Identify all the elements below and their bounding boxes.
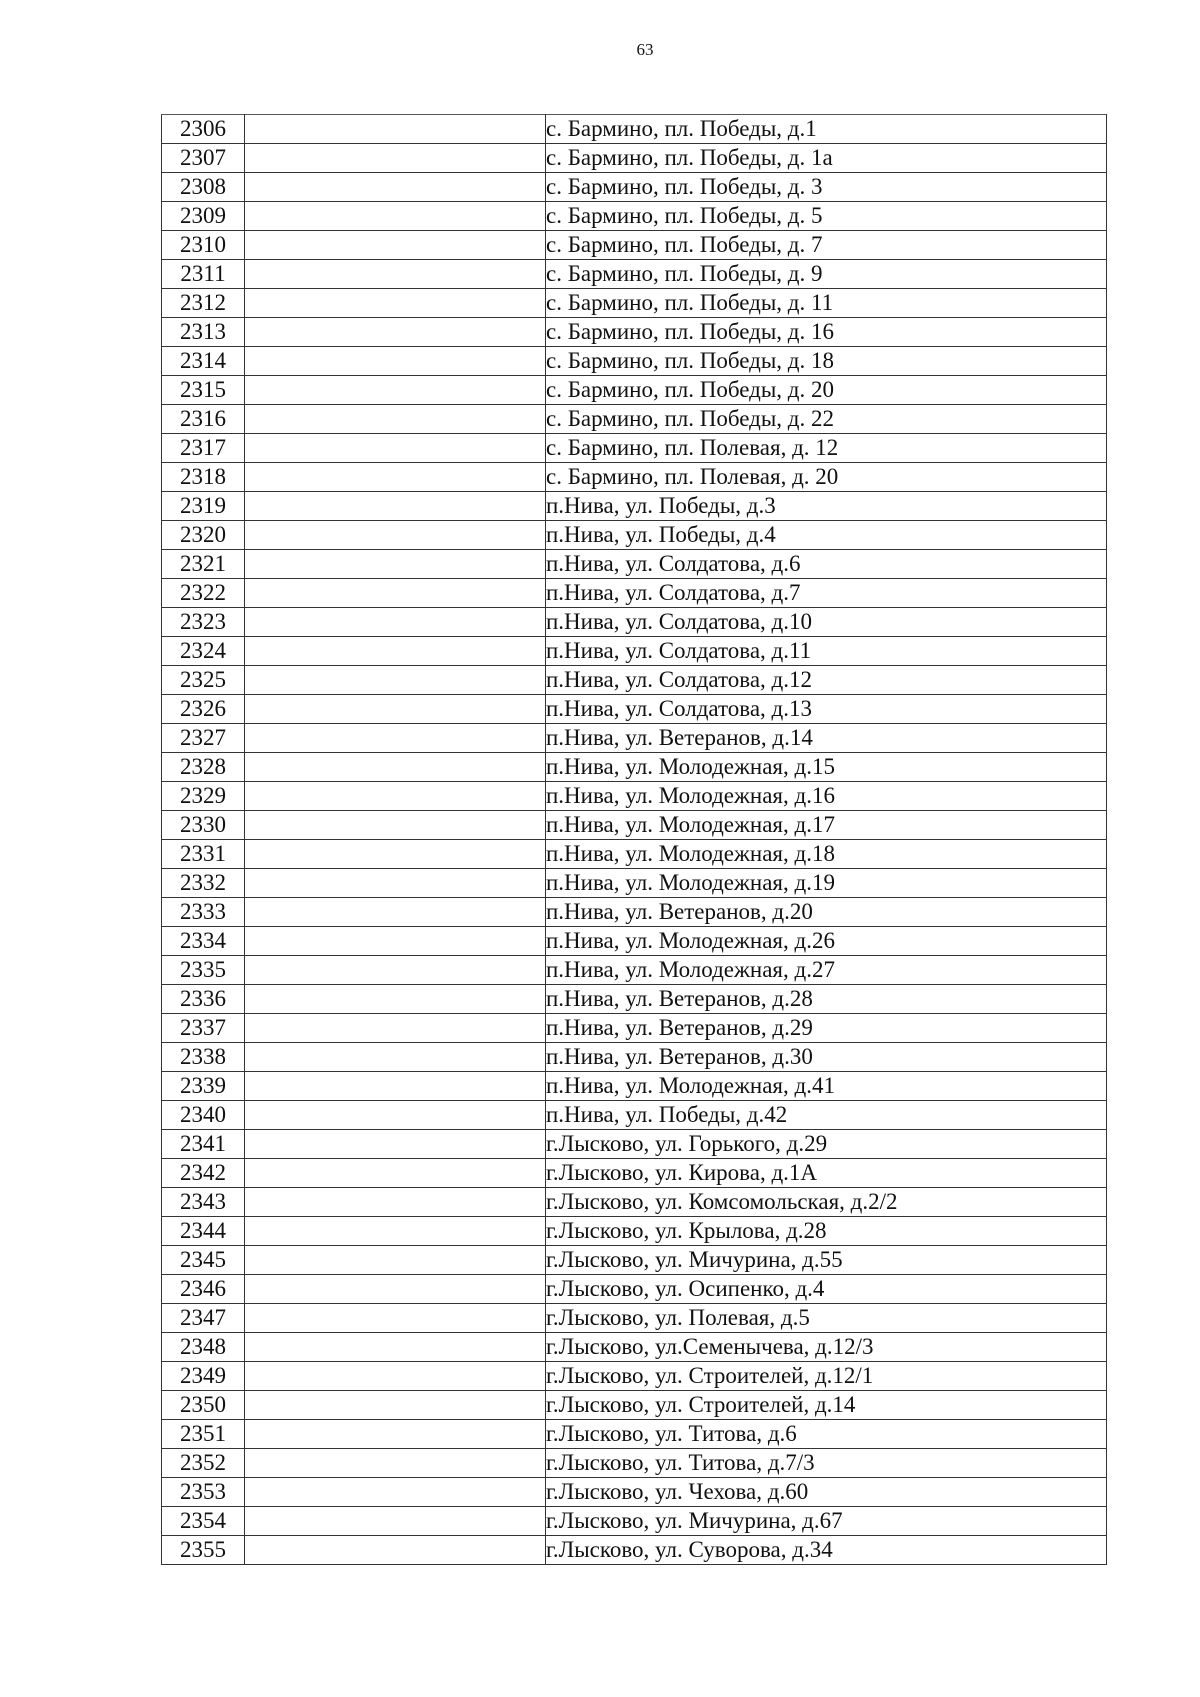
row-number-cell: 2331: [162, 840, 245, 869]
table-row: [162, 811, 1107, 840]
row-number-cell: 2348: [162, 1333, 245, 1362]
name-cell: [245, 840, 546, 869]
table-row: [162, 1507, 1107, 1536]
address-cell: п.Нива, ул. Ветеранов, д.14: [546, 724, 1107, 753]
row-number-cell: 2338: [162, 1043, 245, 1072]
table-row: [162, 1449, 1107, 1478]
name-cell: [245, 202, 546, 231]
name-cell: [245, 173, 546, 202]
name-cell: [245, 695, 546, 724]
name-cell: [245, 1159, 546, 1188]
table-row: [162, 1043, 1107, 1072]
row-number-cell: 2323: [162, 608, 245, 637]
name-cell: [245, 463, 546, 492]
table-row: [162, 1391, 1107, 1420]
table-row: [162, 1188, 1107, 1217]
address-cell: г.Лысково, ул. Титова, д.7/3: [546, 1449, 1107, 1478]
address-cell: г.Лысково, ул. Крылова, д.28: [546, 1217, 1107, 1246]
table-row: [162, 1304, 1107, 1333]
row-number-cell: 2345: [162, 1246, 245, 1275]
name-cell: [245, 985, 546, 1014]
row-number-cell: 2335: [162, 956, 245, 985]
table-row: [162, 173, 1107, 202]
table-row: [162, 840, 1107, 869]
row-number-cell: 2342: [162, 1159, 245, 1188]
table-row: [162, 782, 1107, 811]
name-cell: [245, 1072, 546, 1101]
table-row: [162, 1130, 1107, 1159]
row-number-cell: 2340: [162, 1101, 245, 1130]
table-row: [162, 1159, 1107, 1188]
table-row: [162, 231, 1107, 260]
row-number-cell: 2337: [162, 1014, 245, 1043]
row-number-cell: 2352: [162, 1449, 245, 1478]
row-number-cell: 2332: [162, 869, 245, 898]
name-cell: [245, 1188, 546, 1217]
table-row: [162, 202, 1107, 231]
name-cell: [245, 956, 546, 985]
row-number-cell: 2334: [162, 927, 245, 956]
name-cell: [245, 144, 546, 173]
address-cell: с. Бармино, пл. Победы, д. 3: [546, 173, 1107, 202]
name-cell: [245, 492, 546, 521]
row-number-cell: 2326: [162, 695, 245, 724]
address-cell: г.Лысково, ул. Титова, д.6: [546, 1420, 1107, 1449]
page-number: 63: [636, 40, 654, 59]
address-cell: п.Нива, ул. Молодежная, д.17: [546, 811, 1107, 840]
name-cell: [245, 1130, 546, 1159]
table-row: [162, 579, 1107, 608]
address-cell: п.Нива, ул. Солдатова, д.10: [546, 608, 1107, 637]
name-cell: [245, 666, 546, 695]
table-row: [162, 115, 1107, 144]
row-number-cell: 2327: [162, 724, 245, 753]
address-cell: г.Лысково, ул. Мичурина, д.67: [546, 1507, 1107, 1536]
name-cell: [245, 376, 546, 405]
address-cell: п.Нива, ул. Молодежная, д.16: [546, 782, 1107, 811]
row-number-cell: 2315: [162, 376, 245, 405]
name-cell: [245, 115, 546, 144]
address-cell: г.Лысково, ул. Кирова, д.1А: [546, 1159, 1107, 1188]
address-cell: г.Лысково, ул. Строителей, д.14: [546, 1391, 1107, 1420]
address-cell: п.Нива, ул. Ветеранов, д.28: [546, 985, 1107, 1014]
name-cell: [245, 550, 546, 579]
address-cell: с. Бармино, пл. Победы, д.1: [546, 115, 1107, 144]
row-number-cell: 2354: [162, 1507, 245, 1536]
address-cell: г.Лысково, ул. Полевая, д.5: [546, 1304, 1107, 1333]
row-number-cell: 2316: [162, 405, 245, 434]
address-cell: г.Лысково, ул. Мичурина, д.55: [546, 1246, 1107, 1275]
address-cell: п.Нива, ул. Молодежная, д.27: [546, 956, 1107, 985]
address-cell: п.Нива, ул. Солдатова, д.7: [546, 579, 1107, 608]
address-cell: п.Нива, ул. Ветеранов, д.29: [546, 1014, 1107, 1043]
table-row: [162, 898, 1107, 927]
name-cell: [245, 811, 546, 840]
table-row: [162, 347, 1107, 376]
name-cell: [245, 260, 546, 289]
table-row: [162, 927, 1107, 956]
table-row: [162, 753, 1107, 782]
address-cell: п.Нива, ул. Победы, д.4: [546, 521, 1107, 550]
name-cell: [245, 1014, 546, 1043]
address-cell: с. Бармино, пл. Победы, д. 11: [546, 289, 1107, 318]
address-cell: с. Бармино, пл. Победы, д. 5: [546, 202, 1107, 231]
address-cell: с. Бармино, пл. Победы, д. 16: [546, 318, 1107, 347]
name-cell: [245, 1217, 546, 1246]
row-number-cell: 2309: [162, 202, 245, 231]
row-number-cell: 2312: [162, 289, 245, 318]
table-row: [162, 1101, 1107, 1130]
row-number-cell: 2343: [162, 1188, 245, 1217]
name-cell: [245, 608, 546, 637]
address-cell: п.Нива, ул. Молодежная, д.19: [546, 869, 1107, 898]
row-number-cell: 2313: [162, 318, 245, 347]
name-cell: [245, 1391, 546, 1420]
address-cell: п.Нива, ул. Солдатова, д.12: [546, 666, 1107, 695]
name-cell: [245, 724, 546, 753]
address-cell: с. Бармино, пл. Победы, д. 20: [546, 376, 1107, 405]
name-cell: [245, 405, 546, 434]
name-cell: [245, 1536, 546, 1565]
table-row: [162, 724, 1107, 753]
address-cell: п.Нива, ул. Победы, д.42: [546, 1101, 1107, 1130]
name-cell: [245, 318, 546, 347]
address-cell: п.Нива, ул. Солдатова, д.6: [546, 550, 1107, 579]
table-row: [162, 985, 1107, 1014]
row-number-cell: 2317: [162, 434, 245, 463]
table-row: [162, 434, 1107, 463]
table-row: [162, 376, 1107, 405]
address-cell: г.Лысково, ул. Горького, д.29: [546, 1130, 1107, 1159]
address-cell: г.Лысково, ул.Семенычева, д.12/3: [546, 1333, 1107, 1362]
name-cell: [245, 869, 546, 898]
table-row: [162, 289, 1107, 318]
name-cell: [245, 1449, 546, 1478]
name-cell: [245, 231, 546, 260]
table-row: [162, 956, 1107, 985]
address-cell: с. Бармино, пл. Победы, д. 22: [546, 405, 1107, 434]
address-table: [161, 114, 1107, 1565]
table-row: [162, 260, 1107, 289]
name-cell: [245, 927, 546, 956]
row-number-cell: 2308: [162, 173, 245, 202]
table-row: [162, 1014, 1107, 1043]
address-cell: п.Нива, ул. Молодежная, д.41: [546, 1072, 1107, 1101]
row-number-cell: 2320: [162, 521, 245, 550]
name-cell: [245, 1507, 546, 1536]
row-number-cell: 2319: [162, 492, 245, 521]
address-cell: с. Бармино, пл. Победы, д. 9: [546, 260, 1107, 289]
row-number-cell: 2328: [162, 753, 245, 782]
row-number-cell: 2355: [162, 1536, 245, 1565]
address-cell: п.Нива, ул. Солдатова, д.13: [546, 695, 1107, 724]
address-cell: г.Лысково, ул. Чехова, д.60: [546, 1478, 1107, 1507]
table-row: [162, 637, 1107, 666]
table-row: [162, 1217, 1107, 1246]
row-number-cell: 2318: [162, 463, 245, 492]
name-cell: [245, 1304, 546, 1333]
row-number-cell: 2333: [162, 898, 245, 927]
name-cell: [245, 434, 546, 463]
row-number-cell: 2322: [162, 579, 245, 608]
table-row: [162, 550, 1107, 579]
name-cell: [245, 579, 546, 608]
row-number-cell: 2306: [162, 115, 245, 144]
row-number-cell: 2341: [162, 1130, 245, 1159]
name-cell: [245, 347, 546, 376]
table-body: [162, 115, 1107, 1565]
row-number-cell: 2353: [162, 1478, 245, 1507]
name-cell: [245, 1043, 546, 1072]
name-cell: [245, 898, 546, 927]
row-number-cell: 2336: [162, 985, 245, 1014]
row-number-cell: 2350: [162, 1391, 245, 1420]
row-number-cell: 2324: [162, 637, 245, 666]
name-cell: [245, 1246, 546, 1275]
name-cell: [245, 521, 546, 550]
row-number-cell: 2330: [162, 811, 245, 840]
address-cell: с. Бармино, пл. Победы, д. 7: [546, 231, 1107, 260]
address-cell: п.Нива, ул. Молодежная, д.26: [546, 927, 1107, 956]
name-cell: [245, 289, 546, 318]
row-number-cell: 2349: [162, 1362, 245, 1391]
table-row: [162, 521, 1107, 550]
table-row: [162, 463, 1107, 492]
name-cell: [245, 637, 546, 666]
address-cell: п.Нива, ул. Ветеранов, д.20: [546, 898, 1107, 927]
table-row: [162, 405, 1107, 434]
address-cell: п.Нива, ул. Победы, д.3: [546, 492, 1107, 521]
table-row: [162, 695, 1107, 724]
row-number-cell: 2351: [162, 1420, 245, 1449]
row-number-cell: 2339: [162, 1072, 245, 1101]
name-cell: [245, 1420, 546, 1449]
table-row: [162, 1275, 1107, 1304]
table-row: [162, 1333, 1107, 1362]
address-cell: г.Лысково, ул. Суворова, д.34: [546, 1536, 1107, 1565]
table-row: [162, 492, 1107, 521]
table-row: [162, 1420, 1107, 1449]
address-cell: г.Лысково, ул. Комсомольская, д.2/2: [546, 1188, 1107, 1217]
address-cell: с. Бармино, пл. Полевая, д. 20: [546, 463, 1107, 492]
table-row: [162, 144, 1107, 173]
row-number-cell: 2314: [162, 347, 245, 376]
table-row: [162, 1362, 1107, 1391]
row-number-cell: 2321: [162, 550, 245, 579]
address-cell: п.Нива, ул. Молодежная, д.18: [546, 840, 1107, 869]
name-cell: [245, 782, 546, 811]
address-cell: п.Нива, ул. Ветеранов, д.30: [546, 1043, 1107, 1072]
row-number-cell: 2307: [162, 144, 245, 173]
name-cell: [245, 1101, 546, 1130]
name-cell: [245, 1275, 546, 1304]
address-cell: с. Бармино, пл. Победы, д. 18: [546, 347, 1107, 376]
address-cell: г.Лысково, ул. Осипенко, д.4: [546, 1275, 1107, 1304]
row-number-cell: 2344: [162, 1217, 245, 1246]
table-row: [162, 666, 1107, 695]
table-row: [162, 318, 1107, 347]
name-cell: [245, 1333, 546, 1362]
name-cell: [245, 753, 546, 782]
row-number-cell: 2310: [162, 231, 245, 260]
row-number-cell: 2311: [162, 260, 245, 289]
table-row: [162, 1478, 1107, 1507]
name-cell: [245, 1362, 546, 1391]
table-row: [162, 1246, 1107, 1275]
address-cell: с. Бармино, пл. Победы, д. 1а: [546, 144, 1107, 173]
address-cell: п.Нива, ул. Молодежная, д.15: [546, 753, 1107, 782]
name-cell: [245, 1478, 546, 1507]
row-number-cell: 2329: [162, 782, 245, 811]
table-row: [162, 869, 1107, 898]
row-number-cell: 2347: [162, 1304, 245, 1333]
table-row: [162, 1536, 1107, 1565]
table-row: [162, 1072, 1107, 1101]
address-cell: с. Бармино, пл. Полевая, д. 12: [546, 434, 1107, 463]
row-number-cell: 2325: [162, 666, 245, 695]
row-number-cell: 2346: [162, 1275, 245, 1304]
address-cell: г.Лысково, ул. Строителей, д.12/1: [546, 1362, 1107, 1391]
table-row: [162, 608, 1107, 637]
address-cell: п.Нива, ул. Солдатова, д.11: [546, 637, 1107, 666]
